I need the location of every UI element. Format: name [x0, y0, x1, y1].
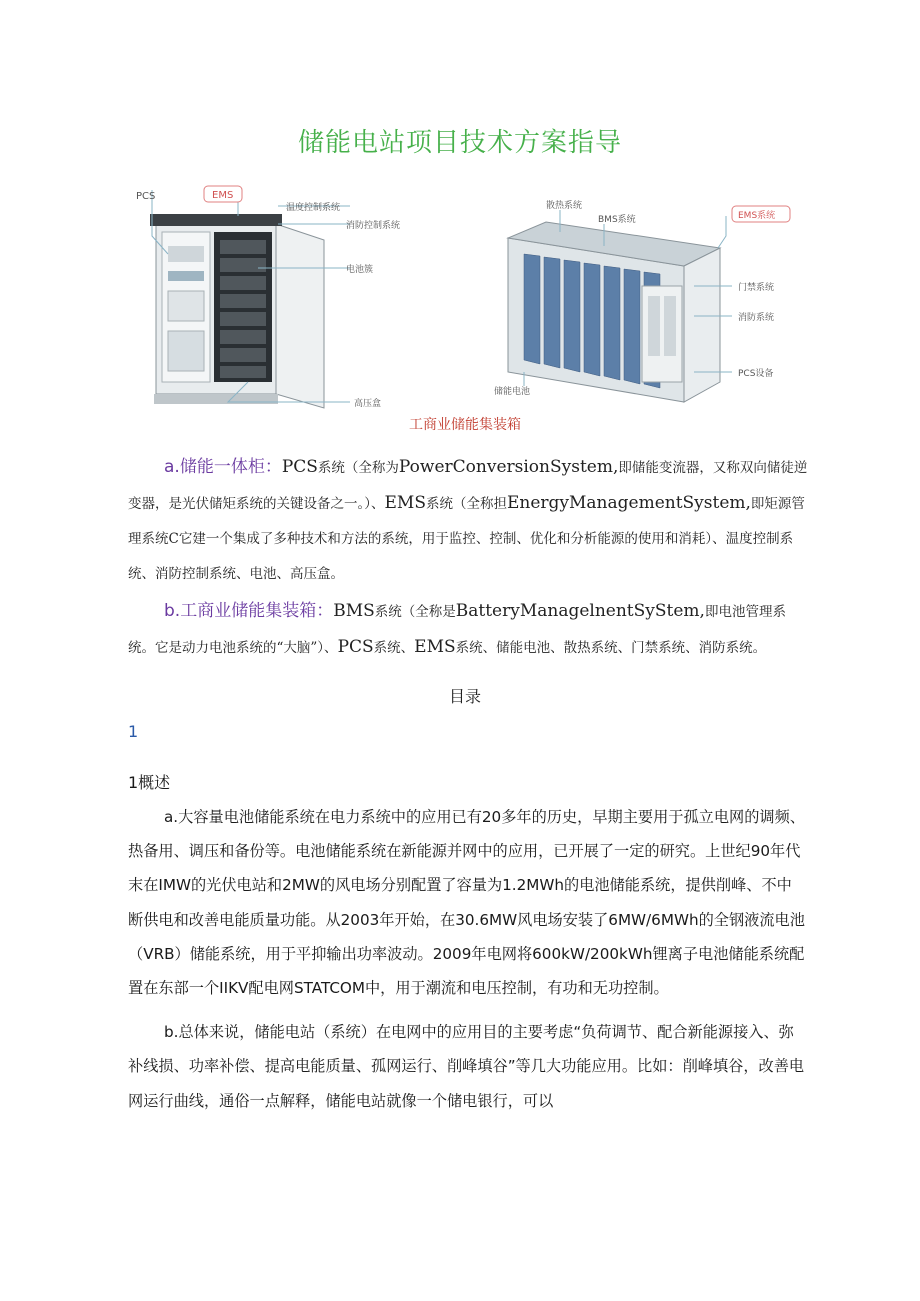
section-body [128, 800, 806, 1118]
paragraph-storage-container [128, 594, 808, 666]
text-span: 系统（全称是 [374, 604, 456, 620]
integrated-cabinet-drawing [150, 214, 324, 408]
paragraph-integrated-cabinet [128, 450, 808, 592]
text-span: 系统（全称为 [317, 460, 399, 476]
product-figure [128, 176, 800, 420]
paragraph-a-label: a.储能一体柜： [164, 457, 282, 477]
body-paragraph-b: b.总体来说，储能电站（系统）在电网中的应用目的主要考虑“负荷调节、配合新能源接入、弥补线损、功率补偿、提高电能质量、孤网运行、削峰填谷”等几大功能应用。比如：削峰填谷，改善电网运行曲线，通俗一点解释，储能电站就像一个储电银行，可以 [128, 1023, 805, 1110]
body-paragraph-a: a.大容量电池储能系统在电力系统中的应用已有20多年的历史，早期主要用于孤立电网的调频、热备用、调压和备份等。电池储能系统在新能源并网中的应用，已开展了一定的研究。上世纪90年代末在IMW的光伏电站和2MW的风电场分别配置了容量为1.2MWh的电池储能系统，提供削峰、不中断供电和改善电能质量功能。从2003年开始，在30.6MW风电场安装了6MW/6MWh的全钢液流电池（VRB）储能系统，用于平抑输出功率波动。2009年电网将600kW/200kWh锂离子电池储能系统配置在东部一个IIKV配电网STATCOM中，用于潮流和电压控制，有功和无功控制。 [128, 808, 805, 998]
toc-entry-link[interactable]: 1 [128, 722, 139, 741]
text-ems: EMS [384, 493, 426, 513]
toc-heading: 目录 [448, 687, 481, 706]
text-span: 即储能变流器，又称双向储徒逆变器，是光伏储矩系统的关键设备之一。）、 [128, 460, 808, 512]
label-fire-system: 消防系统 [738, 313, 775, 323]
label-pcs-equipment: PCS设备 [738, 369, 774, 379]
text-ems: EMS [414, 637, 456, 657]
figure-caption: 工商业储能集装箱 [409, 417, 521, 433]
label-bms: BMS系统 [598, 215, 636, 225]
text-span: 系统（全称担 [425, 496, 507, 512]
text-bms: BMS [333, 601, 375, 621]
text-pcs-full: PowerConversionSystem, [398, 457, 619, 477]
label-pcs-left: PCS [136, 191, 156, 202]
label-fire-control: 消防控制系统 [346, 221, 401, 231]
text-span: 系统、储能电池、散热系统、门禁系统、消防系统。 [455, 640, 767, 656]
label-storage-battery: 储能电池 [494, 387, 531, 397]
label-access-control: 门禁系统 [738, 283, 775, 293]
text-span: 系统、 [373, 640, 415, 656]
storage-equipment-illustration [128, 176, 800, 420]
document-title: 储能电站项目技术方案指导 [297, 128, 622, 158]
text-pcs: PCS [337, 637, 374, 657]
label-ems-right: EMS系统 [738, 211, 776, 221]
text-pcs: PCS [281, 457, 318, 477]
label-battery-cluster: 电池簇 [346, 265, 374, 275]
paragraph-b-label: b.工商业储能集装箱： [164, 601, 334, 621]
section-heading: 1概述 [128, 773, 171, 792]
text-span: 即电池管理系统。它是动力电池系统的“大脑”）、 [128, 604, 786, 656]
label-ems-left: EMS [212, 190, 234, 201]
label-temperature-control: 温度控制系统 [286, 203, 341, 213]
text-bms-full: BatteryManagelnentSyStem, [455, 601, 705, 621]
text-span: 即矩源管理系统C它建一个集成了多种技术和方法的系统，用于监控、控制、优化和分析能源的使用和消耗）、温度控制系统、消防控制系统、电池、高压盒。 [128, 496, 805, 582]
label-high-voltage-box: 高压盒 [354, 399, 382, 409]
label-heat-dissipation: 散热系统 [546, 201, 583, 211]
text-ems-full: EnergyManagementSystem, [506, 493, 751, 513]
container-drawing [508, 222, 720, 402]
